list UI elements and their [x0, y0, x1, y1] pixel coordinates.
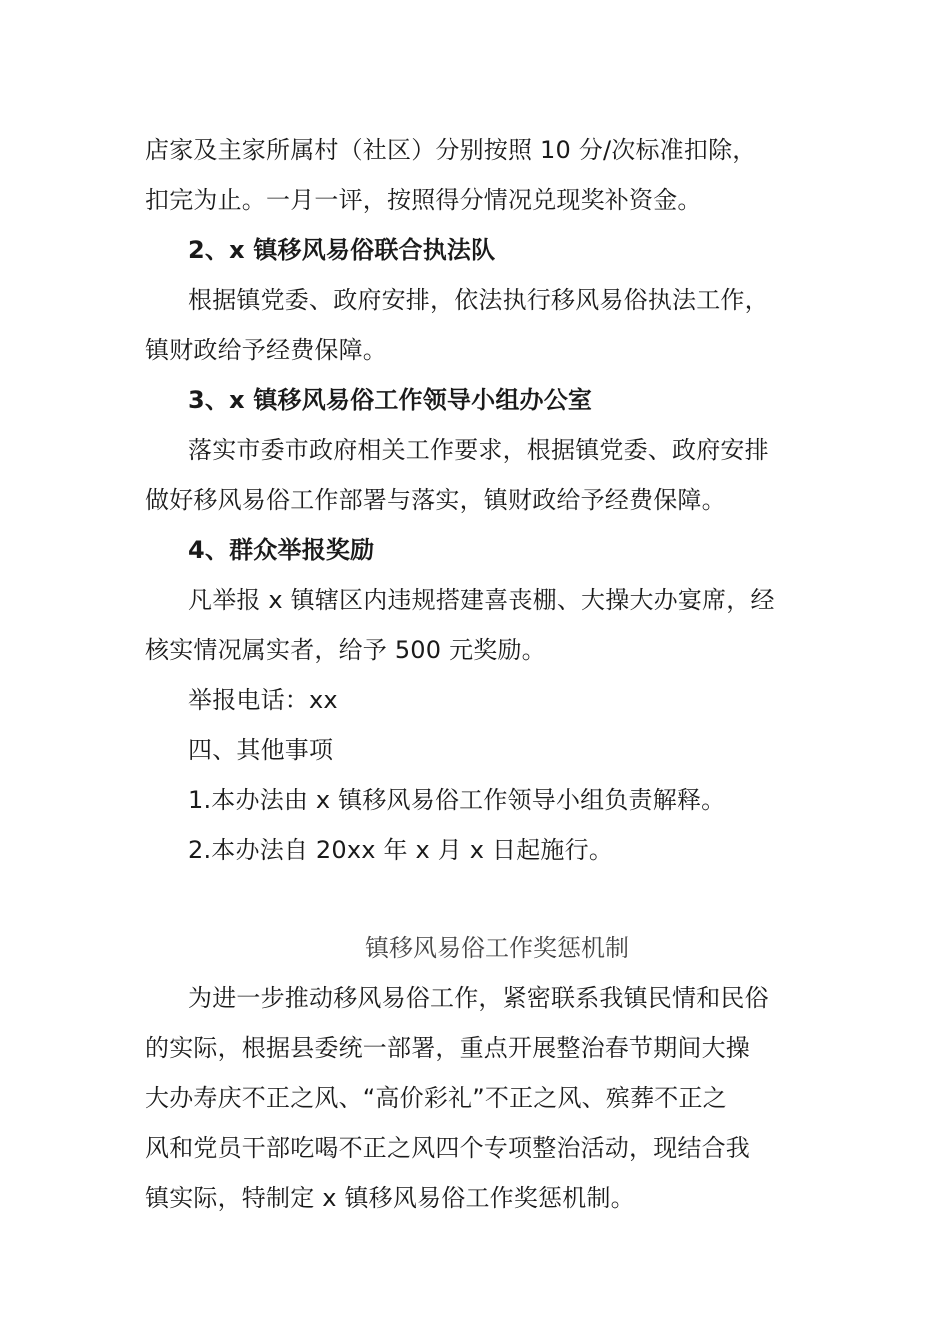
list-item: 1.本办法由 x 镇移风易俗工作领导小组负责解释。 [188, 786, 726, 814]
section-heading: 四、其他事项 [188, 736, 334, 764]
body-line: 的实际，根据县委统一部署，重点开展整治春节期间大操 [145, 1034, 750, 1062]
body-line: 镇实际，特制定 x 镇移风易俗工作奖惩机制。 [145, 1184, 635, 1212]
body-line: 做好移风易俗工作部署与落实，镇财政给予经费保障。 [145, 486, 726, 514]
body-line: 凡举报 x 镇辖区内违规搭建喜丧棚、大操大办宴席，经 [188, 586, 775, 614]
body-line: 店家及主家所属村（社区）分别按照 10 分/次标准扣除， [145, 136, 757, 164]
body-line: 为进一步推动移风易俗工作，紧密联系我镇民情和民俗 [188, 984, 769, 1012]
body-line: 根据镇党委、政府安排，依法执行移风易俗执法工作， [188, 286, 769, 314]
body-line: 大办寿庆不正之风、“高价彩礼”不正之风、殡葬不正之 [145, 1084, 727, 1112]
section-heading: 3、x 镇移风易俗工作领导小组办公室 [188, 386, 593, 414]
section-heading: 2、x 镇移风易俗联合执法队 [188, 236, 496, 264]
body-line: 镇财政给予经费保障。 [145, 336, 387, 364]
body-line: 核实情况属实者，给予 500 元奖励。 [145, 636, 546, 664]
body-line: 风和党员干部吃喝不正之风四个专项整治活动，现结合我 [145, 1134, 750, 1162]
body-line: 落实市委市政府相关工作要求，根据镇党委、政府安排 [188, 436, 769, 464]
section-heading: 4、群众举报奖励 [188, 536, 375, 564]
body-line: 扣完为止。一月一评，按照得分情况兑现奖补资金。 [145, 186, 702, 214]
report-phone: 举报电话：xx [188, 686, 338, 714]
document-title: 镇移风易俗工作奖惩机制 [365, 934, 629, 962]
list-item: 2.本办法自 20xx 年 x 月 x 日起施行。 [188, 836, 614, 864]
